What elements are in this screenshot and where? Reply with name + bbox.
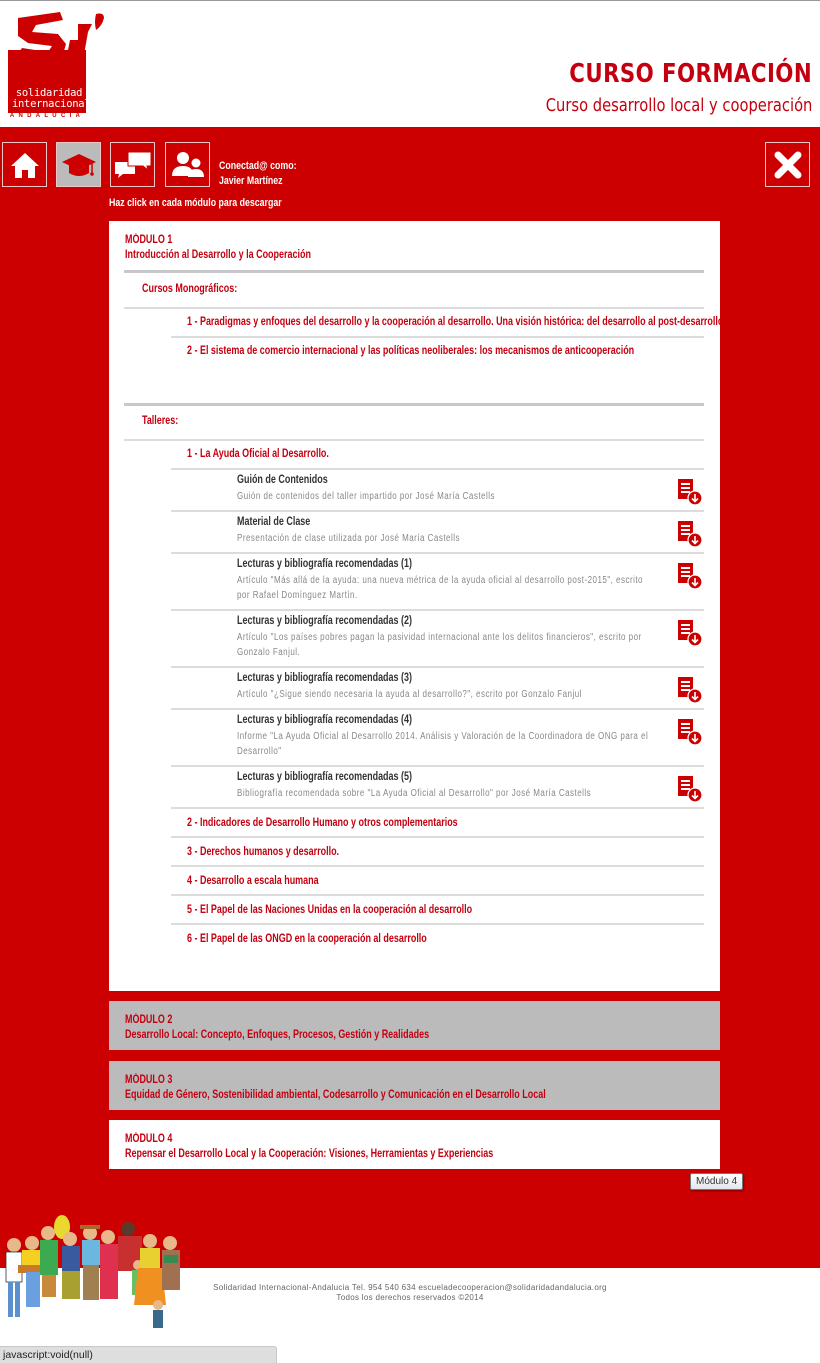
logo[interactable] bbox=[8, 10, 106, 120]
divider bbox=[171, 923, 704, 925]
module-title: Introducción al Desarrollo y la Cooperación bbox=[125, 249, 311, 261]
module-4-panel[interactable] bbox=[109, 1120, 720, 1169]
connected-label: Conectad@ como: bbox=[219, 160, 297, 172]
resource-title: Lecturas y bibliografía recomendadas (1) bbox=[237, 558, 412, 570]
page-header bbox=[0, 1, 820, 127]
close-button[interactable] bbox=[765, 142, 810, 187]
resource-title: Guión de Contenidos bbox=[237, 474, 328, 486]
user-name: Javier Martínez bbox=[219, 175, 283, 187]
workshop-link-2[interactable]: 2 - Indicadores de Desarrollo Humano y otros complementarios bbox=[187, 817, 458, 829]
divider bbox=[171, 609, 704, 611]
download-document-icon[interactable] bbox=[677, 619, 703, 647]
divider bbox=[171, 765, 704, 767]
home-button[interactable] bbox=[2, 142, 47, 187]
module-3-header[interactable] bbox=[109, 1061, 720, 1103]
module-number: MÓDULO 1 bbox=[125, 234, 173, 246]
resource-description: Artículo "¿Sigue siendo necesaria la ayuda al desarrollo?", escrito por Gonzalo Fanjul bbox=[237, 689, 582, 700]
resource-item[interactable] bbox=[237, 672, 752, 702]
page-title: CURSO FORMACIÓN bbox=[569, 59, 812, 89]
divider bbox=[171, 708, 704, 710]
page-subtitle: Curso desarrollo local y cooperación bbox=[545, 96, 812, 116]
resource-title: Lecturas y bibliografía recomendadas (4) bbox=[237, 714, 412, 726]
resource-description: Informe "La Ayuda Oficial al Desarrollo 2014. Análisis y Valoración de la Coordinadora de ONG para el Desarrollo" bbox=[237, 731, 649, 757]
course-link-2[interactable]: 2 - El sistema de comercio internacional y las políticas neoliberales: los mecanismos de anticooperación bbox=[187, 345, 635, 357]
resource-item[interactable] bbox=[237, 714, 752, 759]
tooltip: Módulo 4 bbox=[690, 1173, 743, 1190]
divider bbox=[171, 865, 704, 867]
resource-item[interactable] bbox=[237, 474, 752, 504]
section-label-monograficos: Cursos Monográficos: bbox=[142, 283, 238, 295]
resource-item[interactable] bbox=[237, 771, 752, 801]
download-document-icon[interactable] bbox=[677, 562, 703, 590]
divider bbox=[171, 336, 704, 338]
workshop-link-5[interactable]: 5 - El Papel de las Naciones Unidas en la cooperación al desarrollo bbox=[187, 904, 473, 916]
module-title: Desarrollo Local: Concepto, Enfoques, Procesos, Gestión y Realidades bbox=[125, 1029, 430, 1041]
divider bbox=[171, 666, 704, 668]
download-hint: Haz click en cada módulo para descargar bbox=[109, 197, 282, 209]
close-icon bbox=[773, 150, 803, 180]
module-title: Repensar el Desarrollo Local y la Cooperación: Visiones, Herramientas y Experiencias bbox=[125, 1148, 494, 1160]
browser-status-bar: javascript:void(null) bbox=[0, 1346, 277, 1363]
download-document-icon[interactable] bbox=[677, 775, 703, 803]
resource-item[interactable] bbox=[237, 615, 752, 660]
connected-user bbox=[219, 159, 297, 189]
module-4-header[interactable] bbox=[109, 1120, 720, 1162]
divider bbox=[171, 807, 704, 809]
resource-title: Lecturas y bibliografía recomendadas (2) bbox=[237, 615, 412, 627]
chat-bubbles-icon bbox=[113, 150, 153, 180]
people-illustration-icon bbox=[0, 1205, 190, 1345]
workshop-link-3[interactable]: 3 - Derechos humanos y desarrollo. bbox=[187, 846, 340, 858]
users-icon bbox=[171, 150, 205, 180]
divider bbox=[124, 307, 704, 309]
divider bbox=[124, 439, 704, 441]
logo-text-line1: solidaridad bbox=[15, 87, 83, 99]
section-label-talleres: Talleres: bbox=[142, 415, 179, 427]
divider bbox=[124, 270, 704, 273]
resource-description: Artículo "Los países pobres pagan la pasividad internacional ante los delitos financieros", escrito por Gonzalo Fanjul. bbox=[237, 632, 642, 658]
download-document-icon[interactable] bbox=[677, 478, 703, 506]
module-title: Equidad de Género, Sostenibilidad ambiental, Codesarrollo y Comunicación en el Desarrollo Local bbox=[125, 1089, 546, 1101]
footer-contact: Solidaridad Internacional-Andalucia Tel. 954 540 634 escueladecooperacion@solidaridadandalucia.org bbox=[213, 1283, 607, 1292]
resource-description: Bibliografía recomendada sobre "La Ayuda Oficial al Desarrollo" por José María Castells bbox=[237, 788, 592, 799]
download-document-icon[interactable] bbox=[677, 520, 703, 548]
resource-title: Lecturas y bibliografía recomendadas (3) bbox=[237, 672, 412, 684]
logo-text-line3: ANDALUCÍA bbox=[9, 113, 85, 119]
divider bbox=[171, 468, 704, 470]
resource-item[interactable] bbox=[237, 558, 752, 603]
download-document-icon[interactable] bbox=[677, 718, 703, 746]
divider bbox=[124, 403, 704, 406]
module-3-panel[interactable] bbox=[109, 1061, 720, 1110]
resource-title: Lecturas y bibliografía recomendadas (5) bbox=[237, 771, 412, 783]
resource-title: Material de Clase bbox=[237, 516, 311, 528]
divider bbox=[171, 552, 704, 554]
module-1-header[interactable] bbox=[109, 221, 720, 263]
course-link-1[interactable]: 1 - Paradigmas y enfoques del desarrollo y la cooperación al desarrollo. Una visión histórica: del desarrollo al post-desarrollo bbox=[187, 316, 724, 328]
home-icon bbox=[10, 151, 40, 179]
module-number: MÓDULO 2 bbox=[125, 1014, 173, 1026]
module-2-panel[interactable] bbox=[109, 1001, 720, 1050]
divider bbox=[171, 510, 704, 512]
logo-text-line2: internacional bbox=[12, 98, 91, 110]
download-document-icon[interactable] bbox=[677, 676, 703, 704]
module-number: MÓDULO 3 bbox=[125, 1074, 173, 1086]
module-1-panel bbox=[109, 221, 724, 991]
resource-description: Presentación de clase utilizada por José María Castells bbox=[237, 533, 460, 544]
module-number: MÓDULO 4 bbox=[125, 1133, 173, 1145]
footer bbox=[200, 1283, 620, 1303]
footer-copyright: Todos los derechos reservados ©2014 bbox=[336, 1293, 484, 1302]
workshop-link-4[interactable]: 4 - Desarrollo a escala humana bbox=[187, 875, 319, 887]
resource-description: Artículo "Más allá de la ayuda: una nueva métrica de la ayuda oficial al desarrollo post-2015", escrito por Rafael Domínguez Martín. bbox=[237, 575, 643, 601]
divider bbox=[171, 836, 704, 838]
resource-description: Guión de contenidos del taller impartido por José María Castells bbox=[237, 491, 495, 502]
users-button[interactable] bbox=[165, 142, 210, 187]
workshop-link-1[interactable]: 1 - La Ayuda Oficial al Desarrollo. bbox=[187, 448, 329, 460]
courses-button[interactable] bbox=[56, 142, 101, 187]
graduation-cap-icon bbox=[61, 151, 97, 179]
divider bbox=[171, 894, 704, 896]
forum-button[interactable] bbox=[110, 142, 155, 187]
module-2-header[interactable] bbox=[109, 1001, 720, 1043]
workshop-link-6[interactable]: 6 - El Papel de las ONGD en la cooperación al desarrollo bbox=[187, 933, 427, 945]
resource-item[interactable] bbox=[237, 516, 752, 546]
